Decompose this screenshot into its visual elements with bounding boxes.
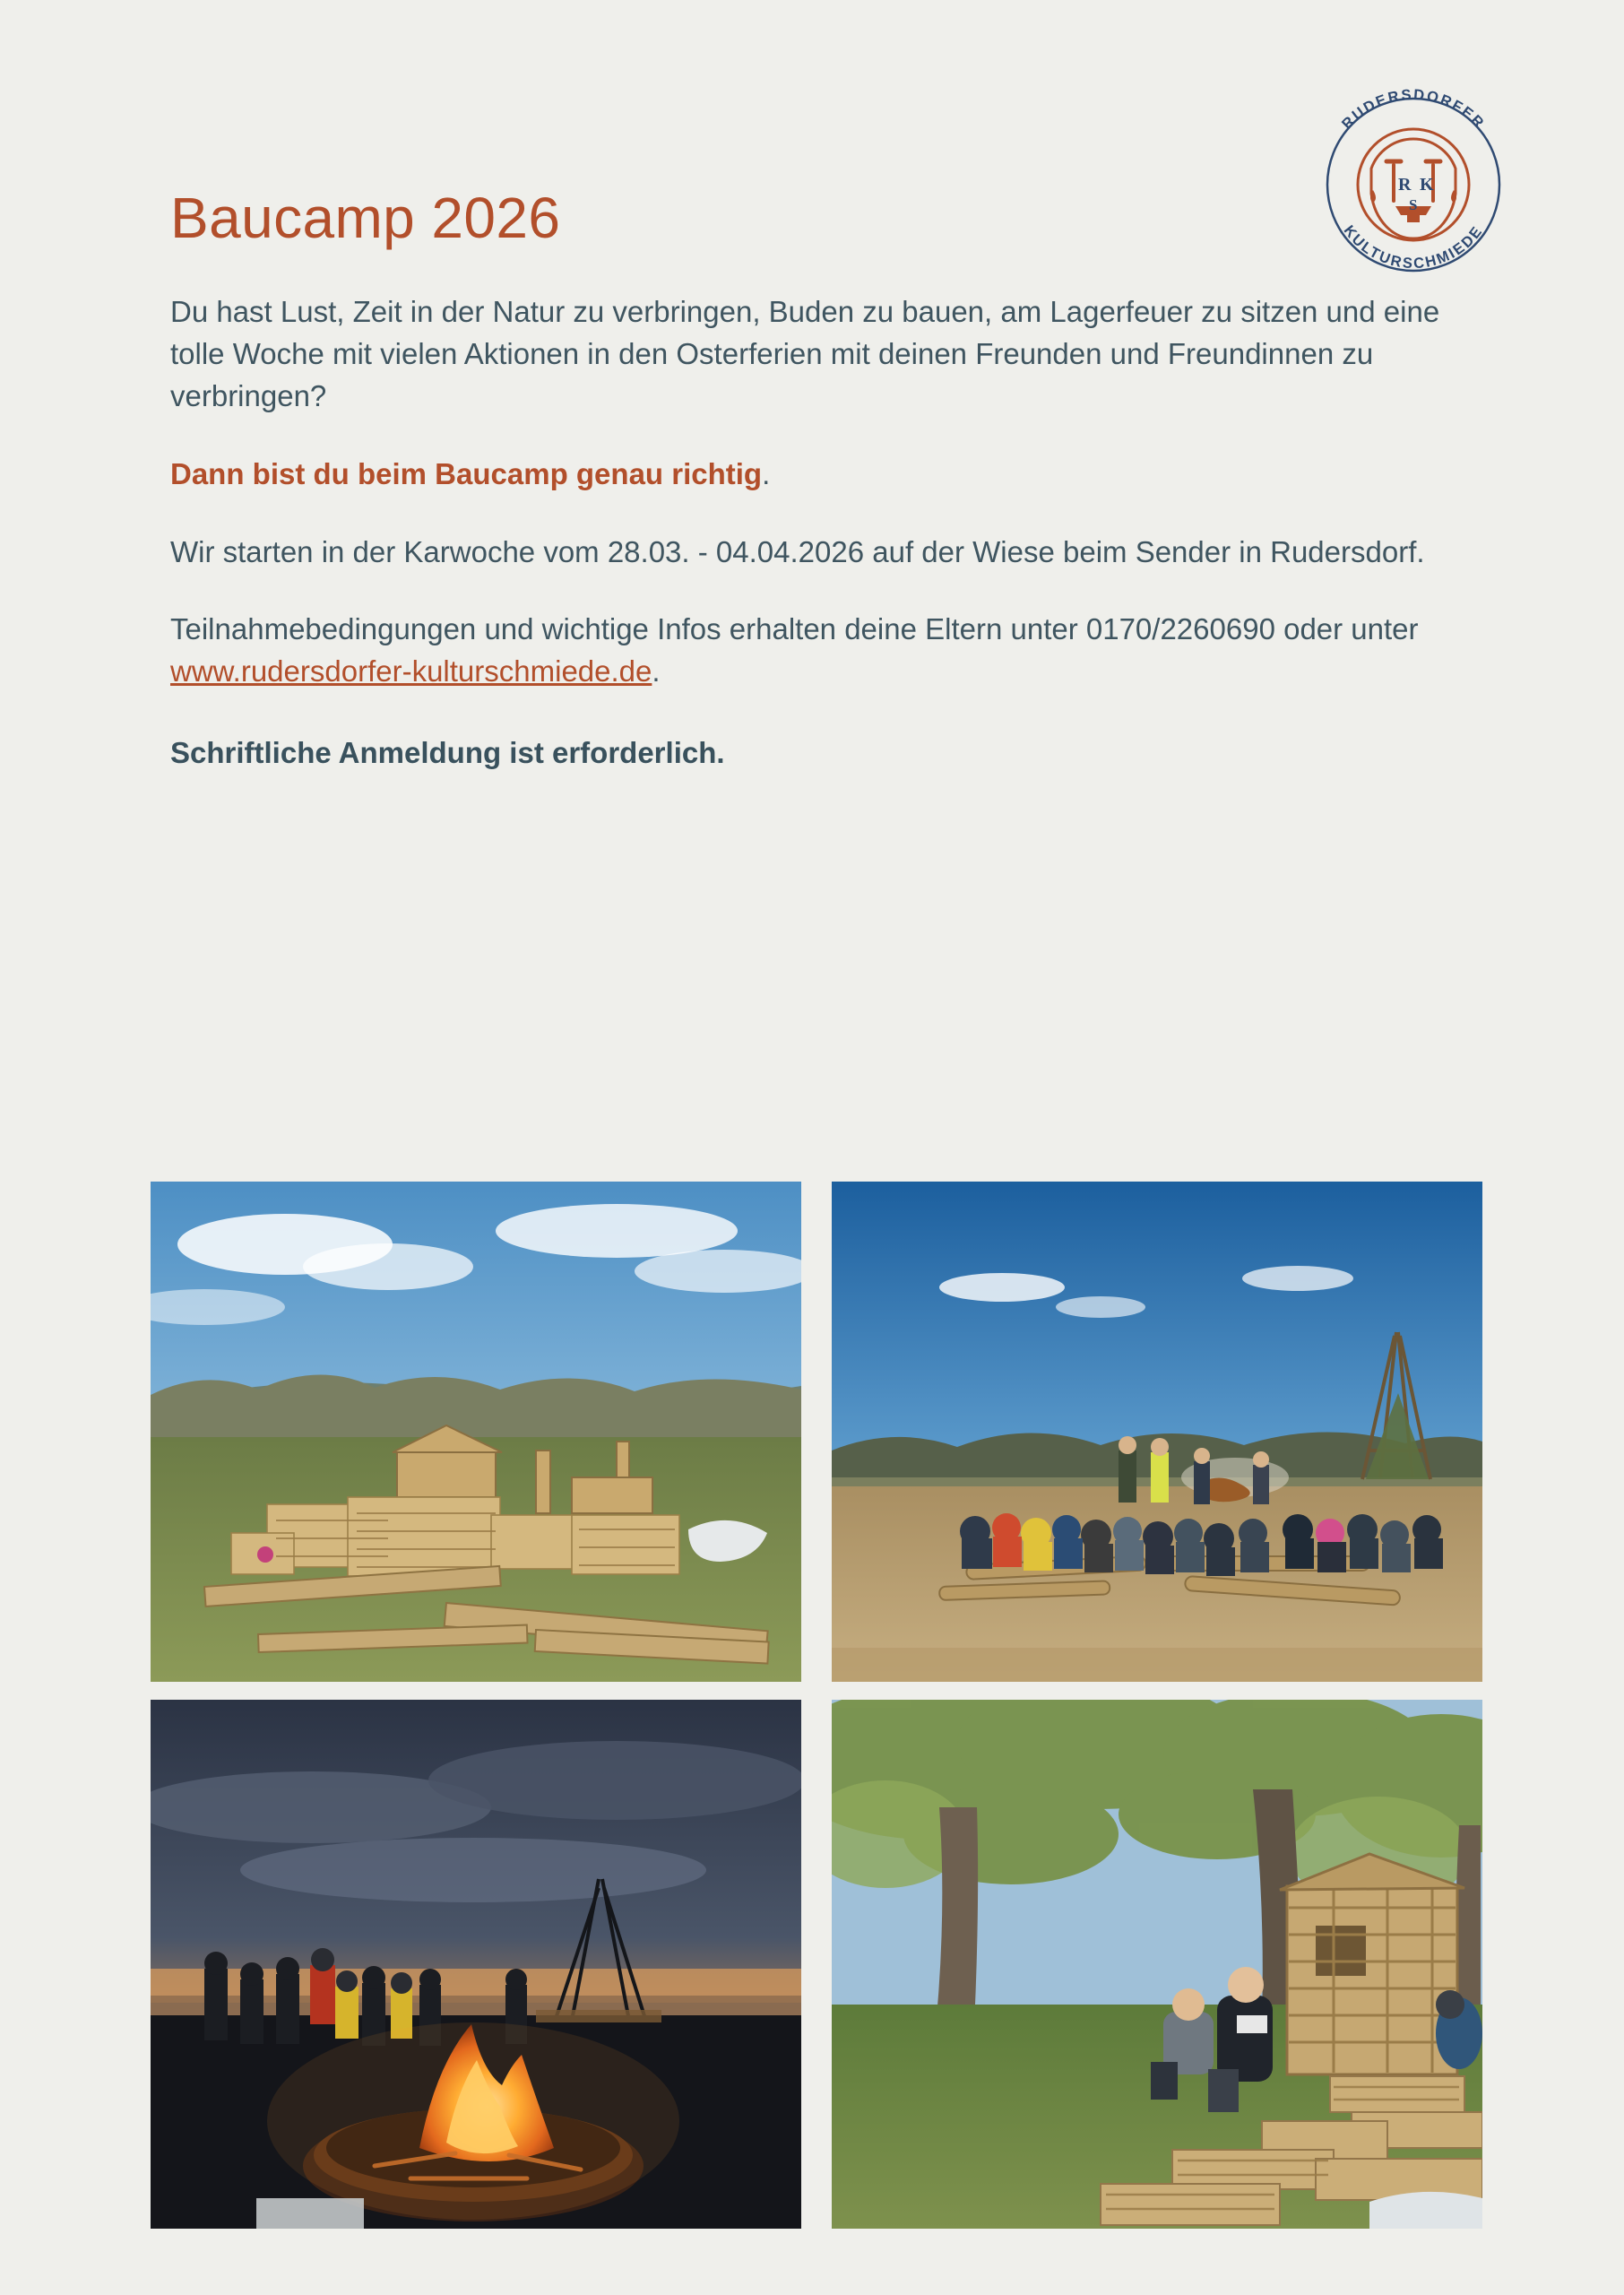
photo-gallery <box>151 1182 1495 2229</box>
registration-note: Schriftliche Anmeldung ist erforderlich. <box>170 736 725 770</box>
logo-top-text: RUDERSDORFER <box>1338 86 1489 133</box>
svg-text:K: K <box>1420 175 1434 195</box>
logo-bottom-text: KULTURSCHMIEDE <box>1340 222 1487 273</box>
contact-lead-text: Teilnahmebedingungen und wichtige Infos erhalten deine Eltern unter 0170/2260690 oder unter <box>170 612 1419 646</box>
highlight-text: Dann bist du beim Baucamp genau richtig <box>170 456 763 490</box>
highlight-paragraph <box>170 454 1443 496</box>
website-link[interactable]: www.rudersdorfer-kulturschmiede.de <box>170 654 652 688</box>
photo-group-around-campfire-day <box>832 1182 1482 1682</box>
intro-paragraph: Du hast Lust, Zeit in der Natur zu verbringen, Buden zu bauen, am Lagerfeuer zu sitzen und eine tolle Woche mit vielen Aktionen in den Osterferien mit deinen Freunden und Freundinnen zu verbringen? <box>170 295 1440 412</box>
contact-paragraph <box>170 609 1443 693</box>
svg-text:RUDERSDORFER <box>1339 87 1488 133</box>
photo-campfire-evening <box>151 1700 801 2229</box>
svg-text:R: R <box>1398 175 1412 195</box>
highlight-period: . <box>762 456 771 490</box>
page-title: Baucamp 2026 <box>170 186 561 250</box>
link-period: . <box>652 654 661 688</box>
svg-text:S: S <box>1409 196 1418 213</box>
photo-building-hut <box>832 1700 1482 2229</box>
dates-paragraph: Wir starten in der Karwoche vom 28.03. - 04.04.2026 auf der Wiese beim Sender in Rudersdorf. <box>170 534 1425 568</box>
photo-pallet-huts-meadow <box>151 1182 801 1682</box>
poster-content <box>170 188 1461 810</box>
